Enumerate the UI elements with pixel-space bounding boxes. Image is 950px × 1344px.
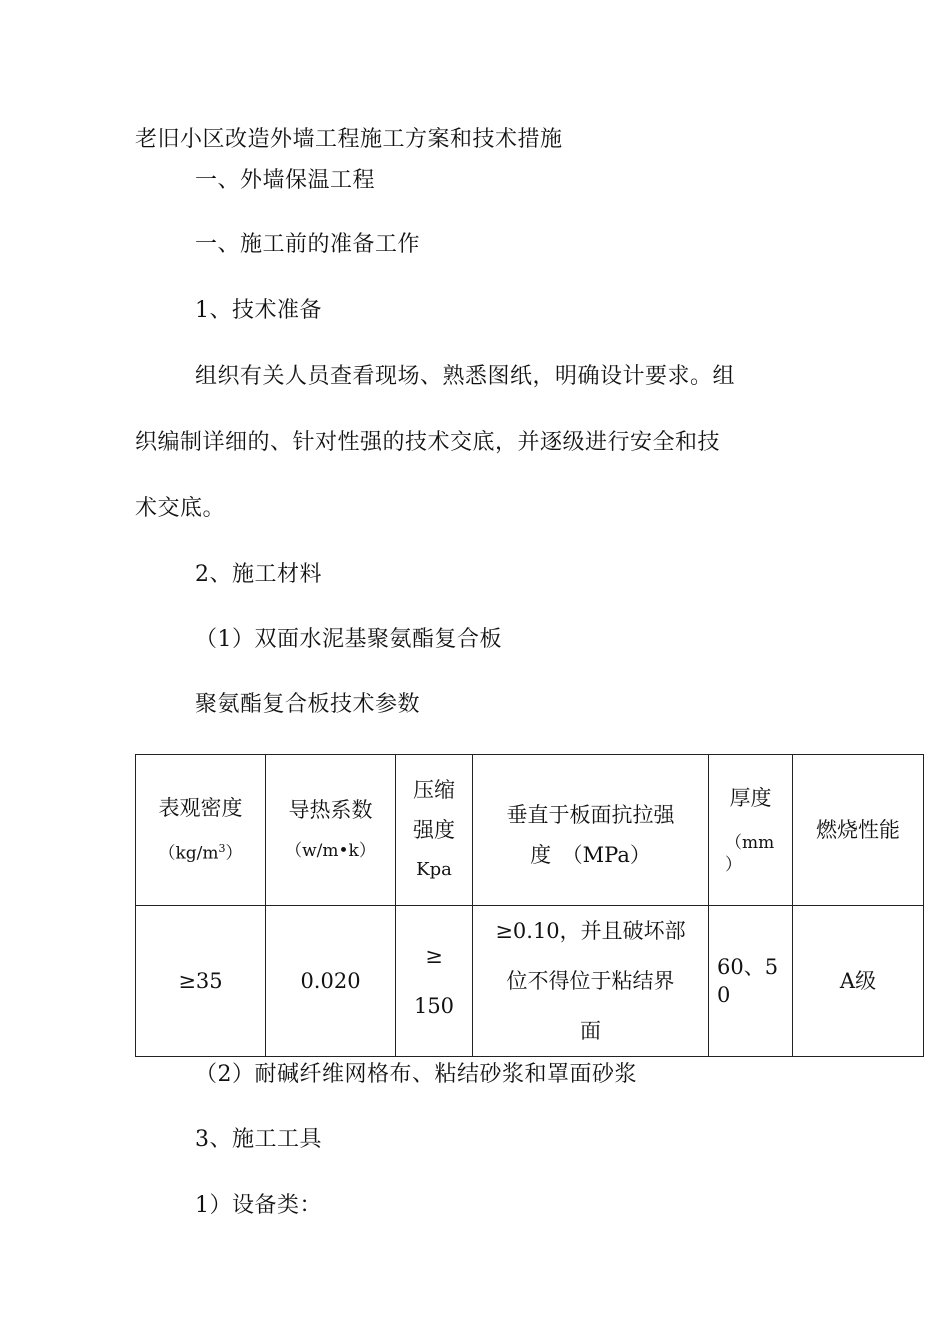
header-conductivity	[266, 755, 396, 906]
header-conductivity-label: 导热系数	[288, 798, 373, 822]
cell-tensile-line3: 面	[580, 1019, 601, 1043]
section-heading: 一、外墙保温工程	[195, 168, 376, 193]
header-conductivity-unit: （w/m•k）	[285, 841, 376, 861]
cell-density: ≥35	[136, 906, 266, 1057]
cell-tensile-line2: 位不得位于粘结界	[506, 969, 675, 993]
header-compressive-unit: Kpa	[416, 859, 452, 880]
header-tensile-line2: 度 （MPa）	[530, 843, 651, 867]
document-title: 老旧小区改造外墙工程施工方案和技术措施	[135, 127, 563, 152]
paragraph-line-1: 组织有关人员查看现场、熟悉图纸，明确设计要求。组	[195, 364, 736, 389]
cell-tensile	[473, 906, 709, 1057]
header-tensile-line1: 垂直于板面抗拉强	[506, 803, 675, 827]
item-heading-tools: 3、施工工具	[195, 1127, 322, 1152]
tools-subitem-equipment: 1）设备类：	[195, 1193, 322, 1218]
item-heading-technical: 1、技术准备	[195, 298, 322, 323]
header-compressive-line2: 强度	[413, 818, 455, 842]
header-thickness-unit	[713, 832, 788, 876]
item-heading-materials: 2、施工材料	[195, 562, 322, 587]
cell-conductivity: 0.020	[266, 906, 396, 1057]
subsection-heading: 一、施工前的准备工作	[195, 232, 421, 257]
header-thickness	[709, 755, 793, 906]
paragraph-line-3: 术交底。	[135, 496, 226, 521]
thickness-unit-line2: ）	[725, 855, 742, 875]
table-row	[136, 906, 924, 1057]
paragraph-line-2: 织编制详细的、针对性强的技术交底，并逐级进行安全和技	[135, 430, 721, 455]
material-item-2: （2）耐碱纤维网格布、粘结砂浆和罩面砂浆	[195, 1062, 637, 1087]
header-tensile	[473, 755, 709, 906]
parameters-table	[135, 754, 924, 1057]
material-item-1: （1）双面水泥基聚氨酯复合板	[195, 627, 502, 652]
density-unit-close: ）	[225, 843, 243, 864]
header-compressive	[396, 755, 473, 906]
header-fire-label: 燃烧性能	[816, 818, 900, 842]
cell-thickness	[709, 906, 793, 1057]
cell-compressive-line2: 150	[413, 994, 455, 1018]
header-fire	[793, 755, 924, 906]
cell-compressive	[396, 906, 473, 1057]
cell-tensile-line1: ≥0.10，并且破坏部	[495, 919, 686, 943]
table-caption: 聚氨酯复合板技术参数	[195, 692, 421, 717]
density-unit-superscript: 3	[218, 841, 226, 855]
table-header-row	[136, 755, 924, 906]
cell-fire: A级	[793, 906, 924, 1057]
thickness-unit-line1: （mm	[725, 833, 775, 853]
header-compressive-line1: 压缩	[413, 778, 455, 802]
header-density-unit	[140, 836, 261, 867]
header-density	[136, 755, 266, 906]
density-unit-text: （kg/m	[158, 843, 219, 864]
cell-thickness-line2: 0	[717, 983, 731, 1007]
header-density-label: 表观密度	[158, 795, 243, 820]
header-thickness-label: 厚度	[729, 786, 772, 810]
cell-compressive-line1: ≥	[425, 944, 443, 968]
cell-thickness-line1: 60、5	[717, 955, 779, 979]
